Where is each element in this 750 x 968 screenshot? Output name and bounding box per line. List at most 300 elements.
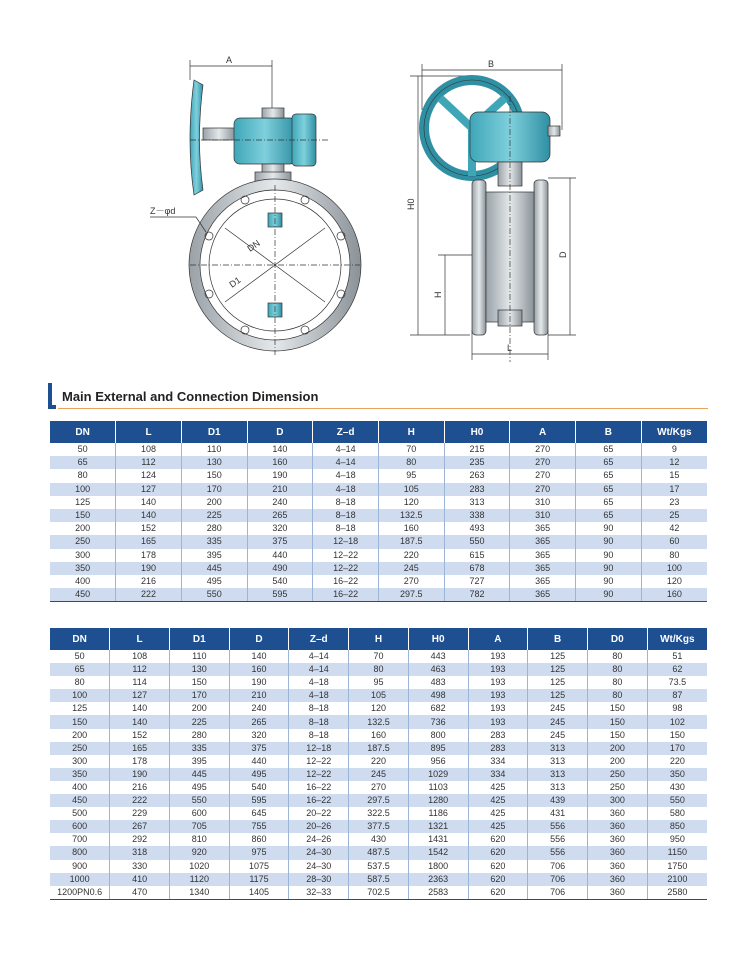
table-cell: 12–22 — [313, 562, 379, 575]
table-cell: 270 — [349, 781, 409, 794]
table-cell: 15 — [641, 469, 707, 482]
table-cell: 98 — [647, 702, 707, 715]
table-cell: 550 — [647, 794, 707, 807]
table-cell: 537.5 — [349, 860, 409, 873]
table-cell: 318 — [110, 846, 170, 859]
table-cell: 250 — [50, 535, 116, 548]
table-cell: 190 — [116, 562, 182, 575]
table-row — [50, 469, 707, 482]
table-cell: 360 — [587, 886, 647, 900]
table-cell: 463 — [408, 663, 468, 676]
table-cell: 165 — [110, 742, 170, 755]
table-cell: 365 — [510, 588, 576, 602]
table-cell: 800 — [408, 729, 468, 742]
table-cell: 132.5 — [349, 715, 409, 728]
table-cell: 100 — [50, 689, 110, 702]
table-cell: 215 — [444, 443, 510, 456]
label-b: B — [488, 59, 495, 69]
table-cell: 425 — [468, 781, 528, 794]
table-cell: 193 — [468, 715, 528, 728]
table-cell: 270 — [510, 456, 576, 469]
table-row — [50, 663, 707, 676]
table-cell: 200 — [587, 755, 647, 768]
table-cell: 130 — [181, 456, 247, 469]
table-cell: 495 — [181, 575, 247, 588]
table-cell: 600 — [169, 807, 229, 820]
table-cell: 706 — [528, 886, 588, 900]
table-cell: 187.5 — [378, 535, 444, 548]
table-cell: 900 — [50, 860, 110, 873]
table-cell: 270 — [510, 483, 576, 496]
table-cell: 755 — [229, 820, 289, 833]
table-cell: 17 — [641, 483, 707, 496]
table-cell: 360 — [587, 820, 647, 833]
table-cell: 375 — [247, 535, 313, 548]
table-cell: 250 — [587, 768, 647, 781]
table-cell: 87 — [647, 689, 707, 702]
label-h0: H0 — [406, 198, 416, 210]
table-row — [50, 522, 707, 535]
table-cell: 170 — [647, 742, 707, 755]
table-cell: 225 — [169, 715, 229, 728]
table-cell: 65 — [50, 663, 110, 676]
table-cell: 860 — [229, 833, 289, 846]
table-cell: 90 — [576, 535, 642, 548]
table-cell: 150 — [169, 676, 229, 689]
table-cell: 80 — [641, 549, 707, 562]
table-cell: 810 — [169, 833, 229, 846]
table-row — [50, 729, 707, 742]
table-cell: 170 — [181, 483, 247, 496]
table-cell: 80 — [587, 663, 647, 676]
table-cell: 440 — [247, 549, 313, 562]
table-cell: 400 — [50, 781, 110, 794]
table-cell: 20–26 — [289, 820, 349, 833]
table-cell: 160 — [247, 456, 313, 469]
table-cell: 297.5 — [349, 794, 409, 807]
table-cell: 193 — [468, 676, 528, 689]
table-cell: 410 — [110, 873, 170, 886]
table-cell: 365 — [510, 575, 576, 588]
table-cell: 702.5 — [349, 886, 409, 900]
table-cell: 140 — [110, 715, 170, 728]
table-cell: 73.5 — [647, 676, 707, 689]
table-cell: 193 — [468, 650, 528, 663]
table-cell: 483 — [408, 676, 468, 689]
table-cell: 245 — [349, 768, 409, 781]
table-cell: 80 — [378, 456, 444, 469]
table-cell: 270 — [510, 443, 576, 456]
table-cell: 187.5 — [349, 742, 409, 755]
table-cell: 365 — [510, 549, 576, 562]
table-cell: 8–18 — [289, 715, 349, 728]
table-cell: 160 — [641, 588, 707, 602]
table-cell: 125 — [50, 702, 110, 715]
table-cell: 65 — [576, 483, 642, 496]
table-cell: 1750 — [647, 860, 707, 873]
table-cell: 8–18 — [313, 509, 379, 522]
dimension-table-1 — [50, 421, 707, 602]
table-cell: 12–18 — [313, 535, 379, 548]
table-cell: 920 — [169, 846, 229, 859]
table-cell: 193 — [468, 689, 528, 702]
table-cell: 1542 — [408, 846, 468, 859]
table-cell: 360 — [587, 846, 647, 859]
table-cell: 250 — [50, 742, 110, 755]
table-cell: 280 — [181, 522, 247, 535]
table-cell: 265 — [229, 715, 289, 728]
table-cell: 727 — [444, 575, 510, 588]
table-cell: 1431 — [408, 833, 468, 846]
table-cell: 4–14 — [313, 443, 379, 456]
table-cell: 4–18 — [313, 469, 379, 482]
table-cell: 1120 — [169, 873, 229, 886]
table-cell: 250 — [587, 781, 647, 794]
table-cell: 152 — [116, 522, 182, 535]
table-cell: 313 — [528, 755, 588, 768]
table-cell: 51 — [647, 650, 707, 663]
table-cell: 682 — [408, 702, 468, 715]
column-header: D0 — [587, 628, 647, 650]
table-cell: 102 — [647, 715, 707, 728]
table-cell: 120 — [378, 496, 444, 509]
table-cell: 170 — [169, 689, 229, 702]
table-row — [50, 535, 707, 548]
table-cell: 1075 — [229, 860, 289, 873]
table-cell: 1150 — [647, 846, 707, 859]
column-header: L — [110, 628, 170, 650]
table-cell: 375 — [229, 742, 289, 755]
table-cell: 150 — [587, 702, 647, 715]
table-cell: 425 — [468, 820, 528, 833]
table-row — [50, 509, 707, 522]
table-cell: 9 — [641, 443, 707, 456]
table-cell: 439 — [528, 794, 588, 807]
table-cell: 1800 — [408, 860, 468, 873]
table-cell: 150 — [587, 715, 647, 728]
table-cell: 310 — [510, 496, 576, 509]
table-row — [50, 807, 707, 820]
table-cell: 220 — [647, 755, 707, 768]
label-zd: Z－φd — [150, 206, 176, 216]
table-cell: 125 — [528, 676, 588, 689]
table-cell: 330 — [110, 860, 170, 873]
table-row — [50, 588, 707, 602]
column-header: L — [116, 421, 182, 443]
table-cell: 490 — [247, 562, 313, 575]
table-cell: 498 — [408, 689, 468, 702]
table-cell: 245 — [378, 562, 444, 575]
table-cell: 550 — [181, 588, 247, 602]
table-cell: 80 — [50, 676, 110, 689]
table-cell: 165 — [116, 535, 182, 548]
table-cell: 24–30 — [289, 846, 349, 859]
column-header: Z–d — [289, 628, 349, 650]
table-cell: 150 — [181, 469, 247, 482]
table-cell: 240 — [229, 702, 289, 715]
table-row — [50, 562, 707, 575]
table-cell: 16–22 — [313, 588, 379, 602]
column-header: D — [247, 421, 313, 443]
table-row — [50, 886, 707, 900]
table-cell: 2363 — [408, 873, 468, 886]
table-cell: 190 — [229, 676, 289, 689]
column-header: D1 — [181, 421, 247, 443]
table-cell: 124 — [116, 469, 182, 482]
table-cell: 125 — [528, 663, 588, 676]
column-header: DN — [50, 421, 116, 443]
table-cell: 313 — [528, 768, 588, 781]
table-cell: 140 — [229, 650, 289, 663]
table-cell: 334 — [468, 755, 528, 768]
table-cell: 350 — [50, 562, 116, 575]
table-cell: 100 — [50, 483, 116, 496]
table-cell: 50 — [50, 443, 116, 456]
table-cell: 1029 — [408, 768, 468, 781]
table-cell: 620 — [468, 886, 528, 900]
table-cell: 283 — [468, 742, 528, 755]
table-cell: 550 — [444, 535, 510, 548]
table-cell: 80 — [587, 689, 647, 702]
table-cell: 1280 — [408, 794, 468, 807]
table-cell: 120 — [641, 575, 707, 588]
table-cell: 280 — [169, 729, 229, 742]
table-cell: 190 — [110, 768, 170, 781]
column-header: H — [378, 421, 444, 443]
table-cell: 12–22 — [289, 768, 349, 781]
table-cell: 395 — [169, 755, 229, 768]
table-cell: 16–22 — [289, 794, 349, 807]
table-cell: 500 — [50, 807, 110, 820]
table-cell: 12–18 — [289, 742, 349, 755]
column-header: B — [576, 421, 642, 443]
table-cell: 350 — [647, 768, 707, 781]
table-cell: 1321 — [408, 820, 468, 833]
table-cell: 229 — [110, 807, 170, 820]
table-cell: 580 — [647, 807, 707, 820]
table-cell: 225 — [181, 509, 247, 522]
table-cell: 240 — [247, 496, 313, 509]
table-cell: 1000 — [50, 873, 110, 886]
table-cell: 300 — [587, 794, 647, 807]
table-cell: 110 — [181, 443, 247, 456]
table-cell: 283 — [444, 483, 510, 496]
table-cell: 4–18 — [313, 483, 379, 496]
table-row — [50, 833, 707, 846]
table-cell: 23 — [641, 496, 707, 509]
table-cell: 443 — [408, 650, 468, 663]
table-cell: 65 — [576, 496, 642, 509]
table-row — [50, 549, 707, 562]
table-row — [50, 846, 707, 859]
table-cell: 1186 — [408, 807, 468, 820]
table-cell: 493 — [444, 522, 510, 535]
table-cell: 2583 — [408, 886, 468, 900]
table-cell: 338 — [444, 509, 510, 522]
table-cell: 8–18 — [289, 702, 349, 715]
table-cell: 4–14 — [313, 456, 379, 469]
table-row — [50, 873, 707, 886]
table-cell: 1340 — [169, 886, 229, 900]
table-cell: 200 — [587, 742, 647, 755]
table-cell: 80 — [587, 650, 647, 663]
table-cell: 445 — [181, 562, 247, 575]
table-cell: 540 — [229, 781, 289, 794]
table-cell: 1020 — [169, 860, 229, 873]
table-cell: 220 — [378, 549, 444, 562]
label-d: D — [558, 251, 568, 258]
table-row — [50, 781, 707, 794]
column-header: A — [510, 421, 576, 443]
front-view — [150, 60, 361, 355]
table-cell: 114 — [110, 676, 170, 689]
table-cell: 20–22 — [289, 807, 349, 820]
table-cell: 245 — [528, 729, 588, 742]
table-cell: 152 — [110, 729, 170, 742]
table-cell: 300 — [50, 755, 110, 768]
table-cell: 120 — [349, 702, 409, 715]
table-cell: 360 — [587, 860, 647, 873]
table-cell: 95 — [378, 469, 444, 482]
table-cell: 16–22 — [313, 575, 379, 588]
table-cell: 556 — [528, 833, 588, 846]
table-cell: 16–22 — [289, 781, 349, 794]
table-cell: 222 — [116, 588, 182, 602]
table-cell: 65 — [576, 456, 642, 469]
table-cell: 283 — [468, 729, 528, 742]
table-cell: 445 — [169, 768, 229, 781]
column-header: Wt/Kgs — [647, 628, 707, 650]
table-cell: 12–22 — [313, 549, 379, 562]
table-cell: 956 — [408, 755, 468, 768]
table-cell: 25 — [641, 509, 707, 522]
table-cell: 1405 — [229, 886, 289, 900]
table-cell: 105 — [378, 483, 444, 496]
table-cell: 8–18 — [289, 729, 349, 742]
table-cell: 360 — [587, 873, 647, 886]
table-cell: 90 — [576, 588, 642, 602]
table-cell: 895 — [408, 742, 468, 755]
column-header: DN — [50, 628, 110, 650]
table-row — [50, 676, 707, 689]
table-cell: 235 — [444, 456, 510, 469]
table-cell: 90 — [576, 562, 642, 575]
table-cell: 140 — [116, 496, 182, 509]
table-cell: 12–22 — [289, 755, 349, 768]
table-cell: 80 — [587, 676, 647, 689]
dimension-table-2 — [50, 628, 707, 900]
table-cell: 620 — [468, 833, 528, 846]
table-cell: 975 — [229, 846, 289, 859]
table-cell: 216 — [116, 575, 182, 588]
table-cell: 495 — [229, 768, 289, 781]
table-cell: 350 — [50, 768, 110, 781]
table-cell: 377.5 — [349, 820, 409, 833]
table-cell: 335 — [169, 742, 229, 755]
table-cell: 267 — [110, 820, 170, 833]
table-cell: 450 — [50, 794, 110, 807]
table-cell: 70 — [378, 443, 444, 456]
table-cell: 800 — [50, 846, 110, 859]
table-cell: 108 — [116, 443, 182, 456]
table-cell: 495 — [169, 781, 229, 794]
table-cell: 190 — [247, 469, 313, 482]
table-cell: 950 — [647, 833, 707, 846]
table-row — [50, 820, 707, 833]
table-cell: 292 — [110, 833, 170, 846]
table-cell: 150 — [647, 729, 707, 742]
side-view — [410, 64, 576, 362]
column-header: A — [468, 628, 528, 650]
table-cell: 160 — [229, 663, 289, 676]
table-cell: 42 — [641, 522, 707, 535]
table-cell: 850 — [647, 820, 707, 833]
table-row — [50, 702, 707, 715]
table-cell: 193 — [468, 702, 528, 715]
table-cell: 556 — [528, 820, 588, 833]
table-cell: 678 — [444, 562, 510, 575]
column-header: D — [229, 628, 289, 650]
table-cell: 425 — [468, 807, 528, 820]
column-header: D1 — [169, 628, 229, 650]
table-cell: 322.5 — [349, 807, 409, 820]
table-cell: 782 — [444, 588, 510, 602]
table-cell: 706 — [528, 873, 588, 886]
table-cell: 245 — [528, 702, 588, 715]
table-cell: 65 — [576, 469, 642, 482]
table-cell: 334 — [468, 768, 528, 781]
table-cell: 320 — [247, 522, 313, 535]
table-cell: 335 — [181, 535, 247, 548]
table-cell: 270 — [378, 575, 444, 588]
table-cell: 4–18 — [289, 676, 349, 689]
table-cell: 125 — [528, 689, 588, 702]
table-cell: 80 — [50, 469, 116, 482]
table-cell: 8–18 — [313, 522, 379, 535]
table-cell: 100 — [641, 562, 707, 575]
table-cell: 90 — [576, 549, 642, 562]
table-cell: 395 — [181, 549, 247, 562]
table-cell: 210 — [247, 483, 313, 496]
table-cell: 300 — [50, 549, 116, 562]
table-cell: 270 — [510, 469, 576, 482]
table-cell: 65 — [50, 456, 116, 469]
table-cell: 95 — [349, 676, 409, 689]
table-cell: 310 — [510, 509, 576, 522]
table-cell: 70 — [349, 650, 409, 663]
column-header: Wt/Kgs — [641, 421, 707, 443]
table-cell: 705 — [169, 820, 229, 833]
table-cell: 200 — [50, 729, 110, 742]
table-cell: 365 — [510, 535, 576, 548]
table-cell: 222 — [110, 794, 170, 807]
table-cell: 313 — [528, 781, 588, 794]
table-cell: 200 — [50, 522, 116, 535]
table-cell: 150 — [50, 509, 116, 522]
column-header: B — [528, 628, 588, 650]
table-cell: 645 — [229, 807, 289, 820]
table-cell: 431 — [528, 807, 588, 820]
table-cell: 1175 — [229, 873, 289, 886]
table-cell: 210 — [229, 689, 289, 702]
table-cell: 150 — [50, 715, 110, 728]
table-cell: 193 — [468, 663, 528, 676]
table-cell: 320 — [229, 729, 289, 742]
label-dn: DN — [245, 237, 262, 254]
table-cell: 50 — [50, 650, 110, 663]
label-a: A — [226, 55, 233, 65]
table-cell: 112 — [110, 663, 170, 676]
